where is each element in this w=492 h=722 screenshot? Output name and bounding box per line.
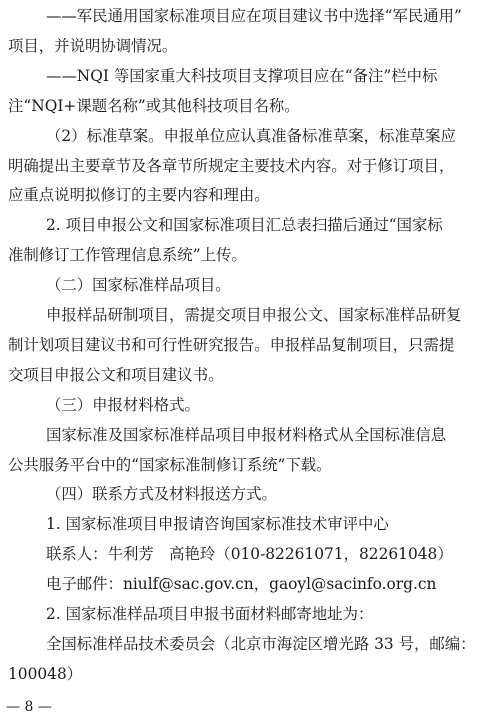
text-line: （2）标准草案。申报单位应认真准备标准草案，标准草案应 [46, 126, 456, 145]
section-heading: （四）联系方式及材料报送方式。 [46, 485, 277, 504]
page-number: — 8 — [6, 699, 52, 715]
address-line: 全国标准样品技术委员会（北京市海淀区增光路 33 号，邮编： [46, 634, 476, 653]
text-line: 2. 项目申报公文和国家标准项目汇总表扫描后通过“国家标 [46, 216, 443, 235]
text-line: 2. 国家标准样品项目申报书面材料邮寄地址为： [46, 605, 374, 623]
text-line: 应重点说明拟修订的主要内容和理由。 [8, 186, 270, 205]
section-heading: （三）申报材料格式。 [46, 395, 200, 414]
text-line: 交项目申报公文和项目建议书。 [8, 365, 224, 384]
text-line: 国家标准及国家标准样品项目申报材料格式从全国标准信息 [46, 425, 447, 444]
text-line: 项目，并说明协调情况。 [8, 36, 178, 55]
text-line: 1. 国家标准项目申报请咨询国家标准技术审评中心 [46, 515, 389, 534]
email-line: 电子邮件：niulf@sac.gov.cn，gaoyl@sacinfo.org.cn [46, 575, 437, 594]
text-line: ——NQI 等国家重大科技项目支撑项目应在“备注”栏中标 [46, 66, 438, 85]
address-line-continued: 100048） [8, 664, 83, 683]
text-line: ——军民通用国家标准项目应在项目建议书中选择“军民通用” [46, 7, 462, 25]
text-line: 注“NQI+课题名称”或其他科技项目名称。 [8, 96, 300, 115]
text-line: 准制修订工作管理信息系统”上传。 [8, 246, 247, 265]
text-line: 制计划项目建议书和可行性研究报告。申报样品复制项目，只需提 [8, 335, 455, 354]
text-line: 公共服务平台中的“国家标准制修订系统”下载。 [8, 455, 332, 474]
contact-line: 联系人：牛利芳 高艳玲（010-82261071，82261048） [46, 545, 453, 564]
text-line: 明确提出主要章节及各章节所规定主要技术内容。对于修订项目， [8, 156, 455, 175]
text-line: 申报样品研制项目，需提交项目申报公文、国家标准样品研复 [46, 306, 462, 324]
section-heading: （二）国家标准样品项目。 [46, 276, 231, 295]
